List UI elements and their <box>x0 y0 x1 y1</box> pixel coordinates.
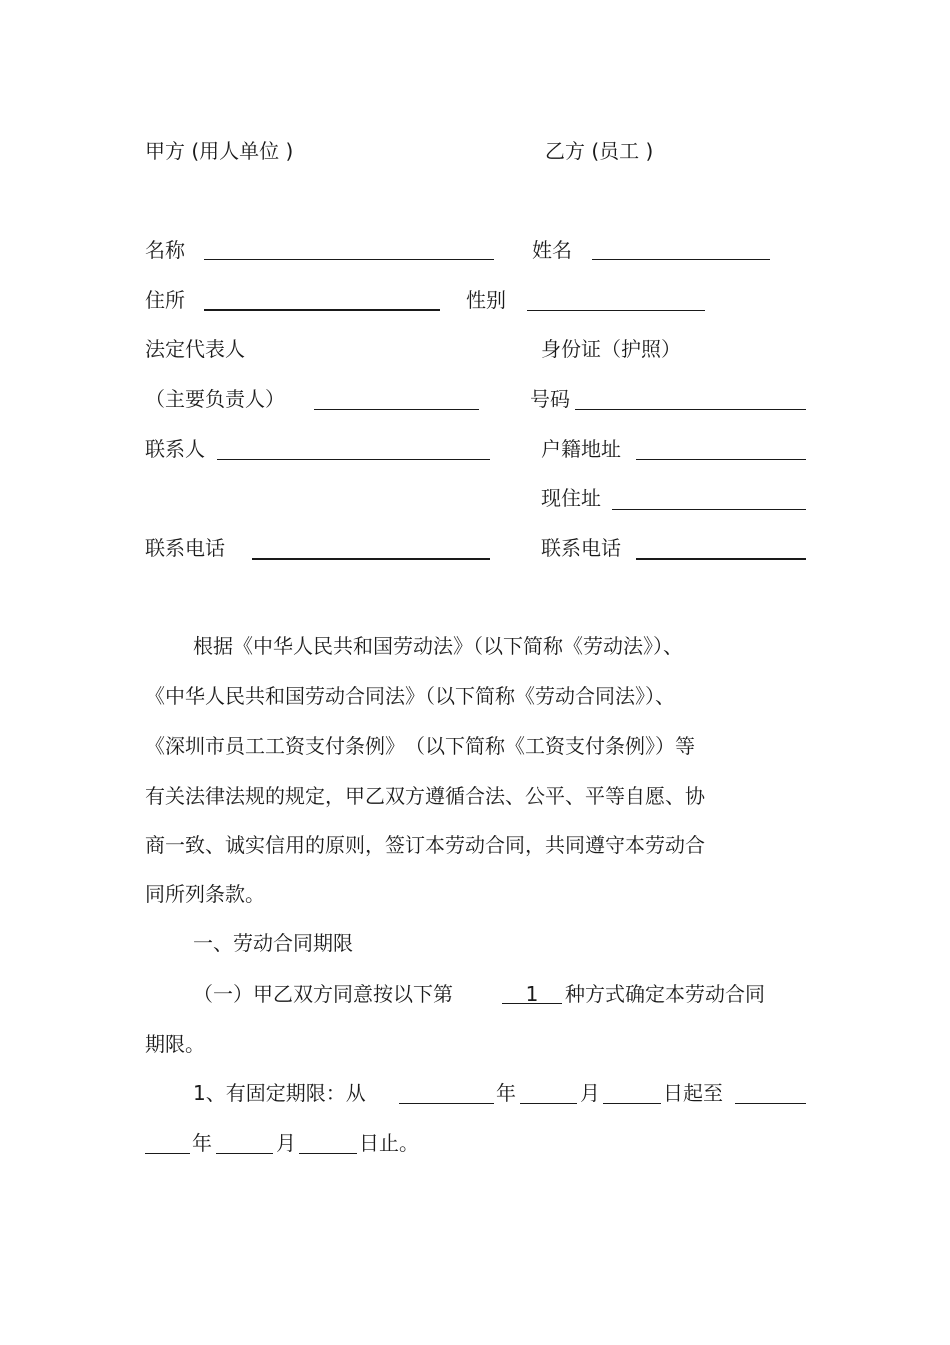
party-b-id-number-field[interactable] <box>575 409 806 410</box>
party-b-phone-field[interactable] <box>636 558 806 560</box>
start-year-label: 年 <box>496 1081 516 1105</box>
item-1-prefix: 1、有固定期限：从 <box>193 1081 366 1105</box>
preamble-line-5: 商一致、诚实信用的原则，签订本劳动合同，共同遵守本劳动合 <box>145 833 705 857</box>
preamble-line-2: 《中华人民共和国劳动合同法》（以下简称《劳动合同法》）、 <box>145 684 675 708</box>
party-b-id-number-label: 号码 <box>530 387 570 411</box>
contract-term-method-underline <box>502 1003 562 1004</box>
start-month-field[interactable] <box>520 1103 577 1104</box>
clause-1-suffix: 种方式确定本劳动合同 <box>565 982 765 1006</box>
clause-1-prefix: （一）甲乙双方同意按以下第 <box>193 982 453 1006</box>
end-year-field-part2[interactable] <box>145 1153 190 1154</box>
end-day-field[interactable] <box>299 1153 357 1154</box>
party-b-name-field[interactable] <box>592 259 770 260</box>
party-b-current-address-field[interactable] <box>612 509 806 510</box>
party-a-name-label: 名称 <box>145 238 185 262</box>
party-b-gender-field[interactable] <box>527 310 705 311</box>
party-a-legal-rep-label: 法定代表人 <box>145 337 245 361</box>
end-year-label: 年 <box>192 1131 212 1155</box>
party-a-legal-rep-label-cont: （主要负责人） <box>145 387 285 411</box>
end-month-label: 月 <box>276 1131 296 1155</box>
party-b-current-address-label: 现住址 <box>541 486 601 510</box>
party-a-phone-label: 联系电话 <box>145 536 225 560</box>
preamble-line-1: 根据《中华人民共和国劳动法》（以下简称《劳动法》）、 <box>193 634 683 658</box>
contract-term-method-value[interactable]: 1 <box>525 982 539 1006</box>
start-day-label: 日起至 <box>663 1081 723 1105</box>
section-1-title: 一、劳动合同期限 <box>193 931 353 955</box>
clause-1-continuation: 期限。 <box>145 1032 205 1056</box>
party-b-gender-label: 性别 <box>466 288 506 312</box>
party-a-name-field[interactable] <box>204 259 494 260</box>
party-a-legal-rep-field[interactable] <box>314 409 479 410</box>
party-b-id-label: 身份证（护照） <box>541 337 681 361</box>
party-a-address-label: 住所 <box>145 288 185 312</box>
party-a-phone-field[interactable] <box>252 558 490 560</box>
party-a-heading: 甲方 (用人单位 ) <box>145 139 294 163</box>
preamble-line-3: 《深圳市员工工资支付条例》 （以下简称《工资支付条例》）等 <box>145 734 695 758</box>
start-day-field[interactable] <box>603 1103 661 1104</box>
end-day-label: 日止。 <box>359 1131 419 1155</box>
party-a-contact-label: 联系人 <box>145 437 205 461</box>
end-year-field-part1[interactable] <box>735 1103 806 1104</box>
start-month-label: 月 <box>580 1081 600 1105</box>
party-a-address-field[interactable] <box>204 309 440 311</box>
party-b-name-label: 姓名 <box>532 238 572 262</box>
party-b-household-label: 户籍地址 <box>541 437 621 461</box>
end-month-field[interactable] <box>216 1153 273 1154</box>
preamble-line-4: 有关法律法规的规定，甲乙双方遵循合法、公平、平等自愿、协 <box>145 784 705 808</box>
party-b-household-field[interactable] <box>636 459 806 460</box>
party-b-heading: 乙方 (员工 ) <box>545 139 654 163</box>
start-year-field[interactable] <box>399 1103 494 1104</box>
party-b-phone-label: 联系电话 <box>541 536 621 560</box>
preamble-line-6: 同所列条款。 <box>145 882 265 906</box>
party-a-contact-field[interactable] <box>217 459 490 460</box>
